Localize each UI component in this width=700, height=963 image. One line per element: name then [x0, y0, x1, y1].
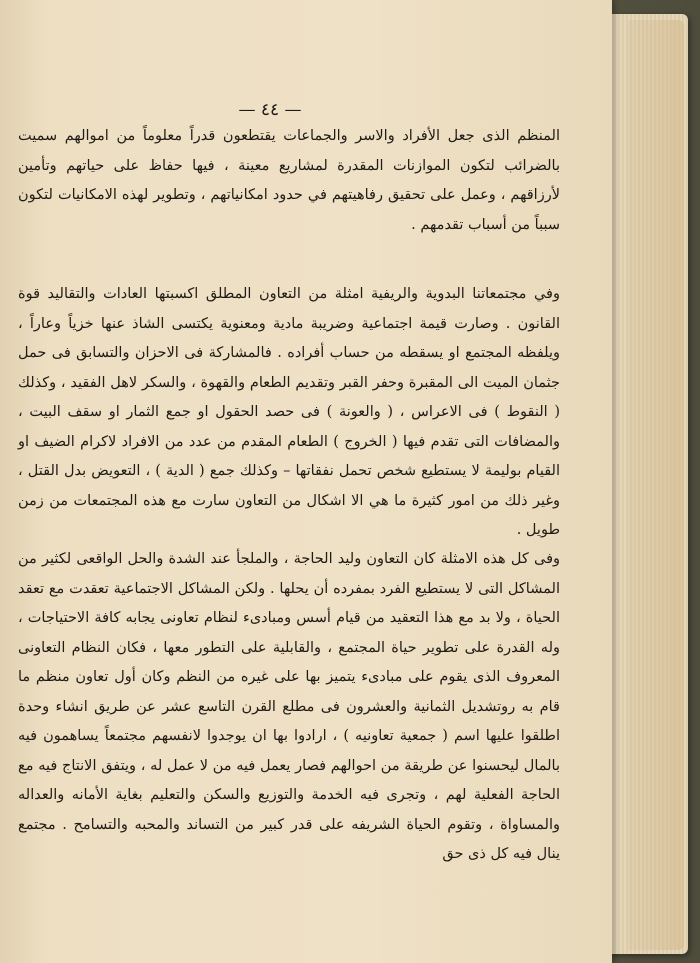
- page-edge-tint: [628, 20, 684, 950]
- page-number: — ٤٤ —: [238, 100, 302, 120]
- paragraph-1: المنظم الذى جعل الأفراد والاسر والجماعات يقتطعون قدراً معلوماً من اموالهم سميت بالضرائب لتكون الموازنات المقدرة لمشاريع معينة ، فيها حفاظ على حياتهم وتأمين لأرزاقهم ، وعمل على تحقيق رفاهيتهم في حدود امكانياتهم ، وتطوير لهذه الامكانيات لتكون سبباً من أسباب تقدمهم .: [18, 128, 560, 233]
- paragraph-3: وفى كل هذه الامثلة كان التعاون وليد الحاجة ، والملجأ عند الشدة والحل الواقعى لكثير من المشاكل التى لا يستطيع الفرد بمفرده أن يحلها . ولكن المشاكل الاجتماعية تعقدت مع تعقد الحياة ، ولا بد مع هذا التعقيد من قيام أسس ومبادىء لنظام تعاونى يجابه كافة الاحتياجات ، وله القدرة على تطوير حياة المجتمع ، والقابلية على التطور معها ، فكان النظام التعاونى المعروف الذى يقوم على مبادىء يتميز بها على غيره من النظم وكان أول تعاون منظم ما قام به روتشديل الثمانية والعشرون فى مطلع القرن التاسع عشر عن طريق انشاء وحدة اطلقوا عليها اسم ( جمعية تعاونيه ) ، ارادوا بها ان يوجدوا لانفسهم مجتمعاً يساهمون فيه بالمال ليحسنوا عن طريقة من احوالهم فصار يعمل فيه من لا عمل له ، ويتفق الانتاج فيه مع الحاجة الفعلية لهم ، وتجرى فيه الخدمة والتوزيع والسكن والتعليم بغاية الأمانه والعداله والمساواة ، وتقوم الحياة الشريفه على قدر كبير من التساند والمحبه والتسامح . مجتمع ينال فيه كل ذى حق: [18, 551, 560, 862]
- paragraph-2: وفي مجتمعاتنا البدوية والريفية امثلة من التعاون المطلق اكسبتها العادات والتقاليد قوة القانون . وصارت قيمة اجتماعية وضريبة مادية ومعنوية يكتسى الشاذ عنها خزياً وعاراً ، ويلفظه المجتمع او يسقطه من حساب أفراده . فالمشاركة فى الاحزان والتسابق فى حمل جثمان الميت الى المقبرة وحفر القبر وتقديم الطعام والقهوة ، والسكر لاهل الفقيد ، وكذلك ( النقوط ) فى الاعراس ، ( والعونة ) فى حصد الحقول او جمع الثمار او سقف البيت ، والمضافات التى تقدم فيها ( الخروج ) الطعام المقدم من عدد من الافراد لاكرام الضيف او القيام بوليمة لا يستطيع شخص تحمل نفقاتها – وكذلك جمع ( الدية ) ، التعويض بدل القتل ، وغير ذلك من امور كثيرة ما هي الا اشكال من التعاون سارت مع هذه المجتمعات من زمن طويل .: [18, 286, 560, 538]
